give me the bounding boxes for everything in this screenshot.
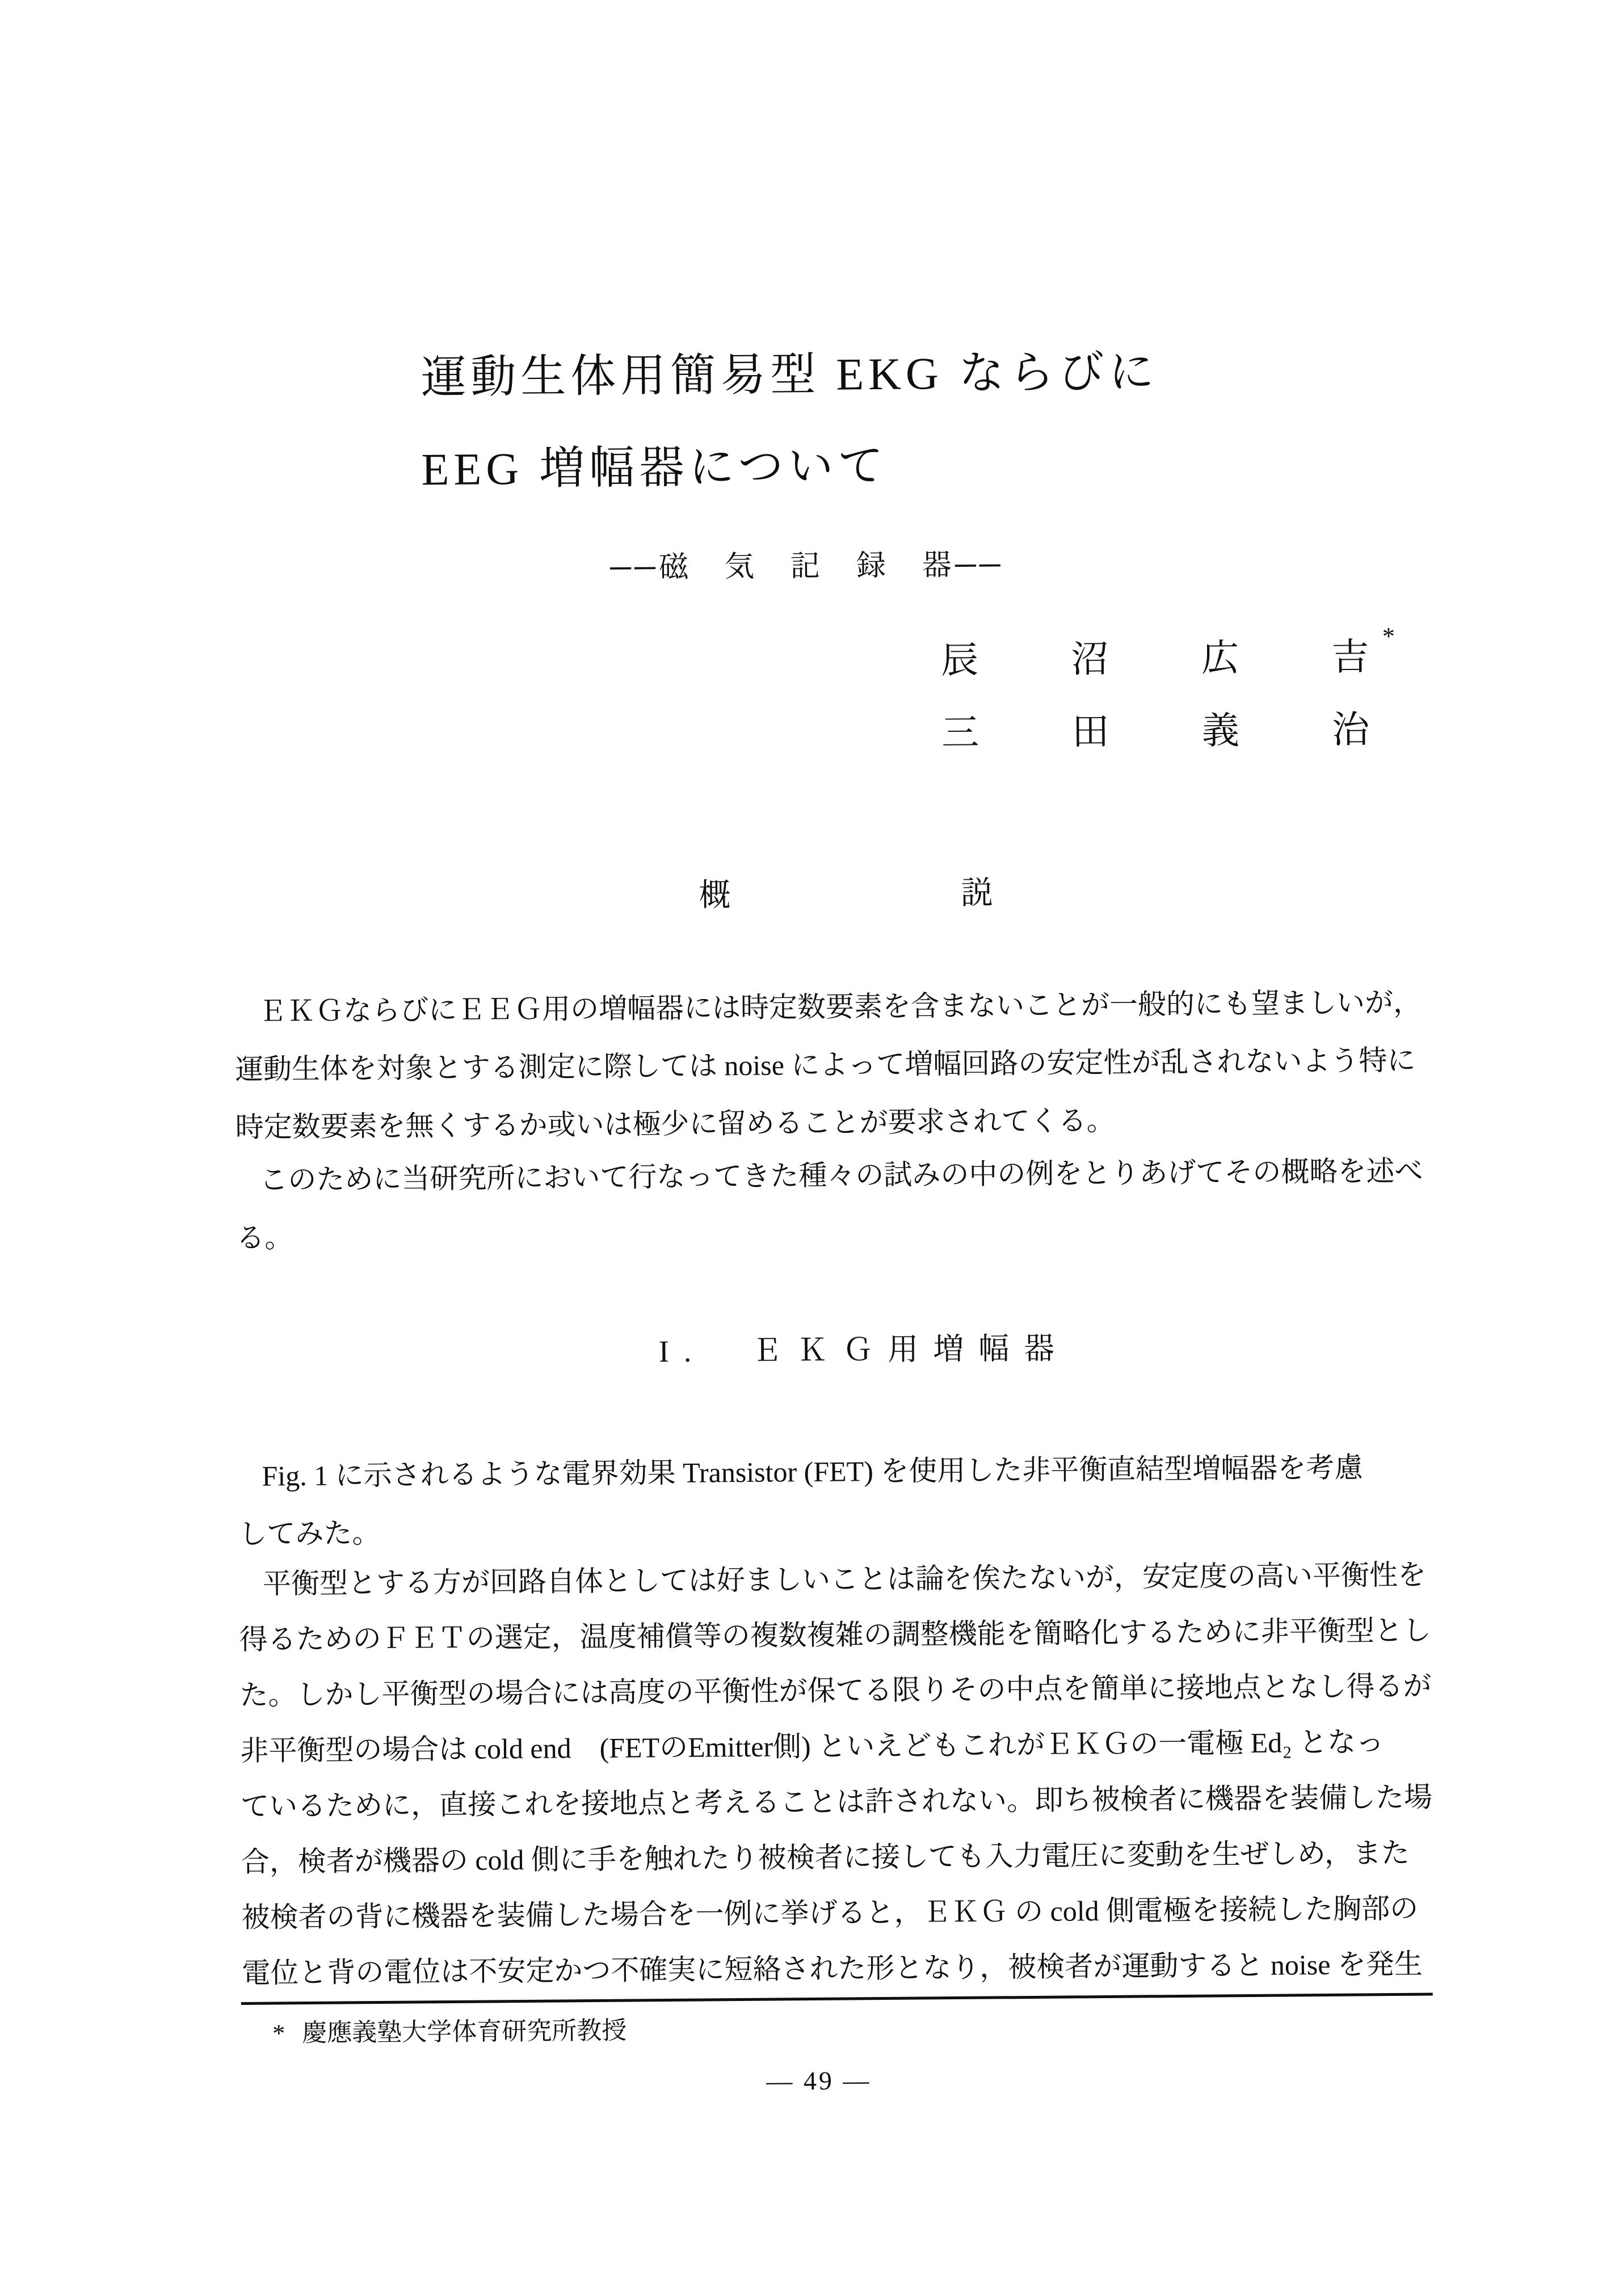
author-name-1 (940, 622, 1395, 686)
section-1-paragraph-1 (238, 1438, 1363, 1563)
author-1-char-4: 吉 (1331, 637, 1369, 679)
footnote-text: 慶應義塾大学体育研究所教授 (302, 2016, 627, 2048)
text-line: Fig. 1 に示されるような電界効果 Transistor (FET) を使用した非平衡直結型増幅器を考慮 (262, 1451, 1363, 1492)
author-2-char-1: 三 (941, 712, 979, 755)
text-line: 被検者の背に機器を装備した場合を一例に挙げると，ＥＫＧ の cold 側電極を接続した胸部の (241, 1892, 1419, 1933)
abstract-heading-char-1: 概 (699, 878, 731, 913)
text-line: 非平衡型の場合は cold end (FETのEmitter側) といえどもこれがＥＫＧの一電極 Ed₂ となっ (240, 1726, 1385, 1767)
author-2-char-4: 治 (1331, 709, 1370, 751)
text-line: 電位と背の電位は不安定かつ不確実に短絡された形となり，被検者が運動すると noise を発生 (242, 1948, 1423, 1989)
text-line: してみた。 (238, 1516, 381, 1550)
author-1-char-1: 辰 (940, 639, 979, 682)
text-line: 合，検者が機器の cold 側に手を触れたり被検者に接しても入力電圧に変動を生ぜしめ，また (241, 1836, 1410, 1878)
text-line: 得るためのＦＥＴの選定，温度補償等の複数複雑の調整機能を簡略化するために非平衡型とし (239, 1614, 1431, 1655)
text-line: 時定数要素を無くするか或いは極少に留めることが要求されてくる。 (235, 1104, 1115, 1143)
text-line: る。 (236, 1221, 293, 1254)
author-block (940, 622, 1395, 759)
abstract-heading (699, 870, 993, 918)
abstract-paragraph-2 (236, 1142, 1424, 1267)
footnote (272, 2014, 627, 2051)
abstract-paragraph-1 (234, 974, 1423, 1156)
text-line: このために当研究所において行なってきた種々の試みの中の例をとりあげてその概略を述べ (259, 1155, 1423, 1196)
text-line: ているために，直接これを接地点と考えることは許されない。即ち被検者に機器を装備した場 (240, 1781, 1433, 1822)
author-name-2 (941, 705, 1370, 759)
page-number: — 49 — (766, 2066, 872, 2096)
author-1-char-3: 広 (1201, 638, 1239, 680)
author-2-char-3: 義 (1201, 710, 1240, 752)
abstract-heading-char-2: 説 (961, 875, 993, 911)
footnote-marker: * (272, 2019, 285, 2048)
section-1-heading: I. ＥＫＧ用増幅器 (658, 1331, 1070, 1369)
text-line: ＥＫＧならびにＥＥＧ用の増幅器には時定数要素を含まないことが一般的にも望ましいが， (258, 986, 1422, 1027)
text-line: た。しかし平衡型の場合には高度の平衡性が保てる限りその中点を簡単に接地点となし得るが (239, 1670, 1432, 1711)
paper-title (421, 326, 1160, 516)
section-1-paragraph-2 (239, 1547, 1434, 2000)
text-line: 平衡型とする方が回路自体としては好ましいことは論を俟たないが，安定度の高い平衡性を (262, 1558, 1427, 1600)
paper-title-line-2: EEG 増幅器について (421, 441, 888, 495)
paper-subtitle: ──磁 気 記 録 器── (610, 549, 1004, 584)
paper-title-line-1: 運動生体用簡易型 EKG ならびに (420, 347, 1159, 403)
author-2-char-2: 田 (1071, 711, 1109, 753)
author-footnote-marker: * (1382, 622, 1395, 651)
author-1-char-2: 沼 (1071, 638, 1109, 681)
text-line: 運動生体を対象とする測定に際しては noise によって増幅回路の安定性が乱されないよう特に (234, 1044, 1416, 1085)
